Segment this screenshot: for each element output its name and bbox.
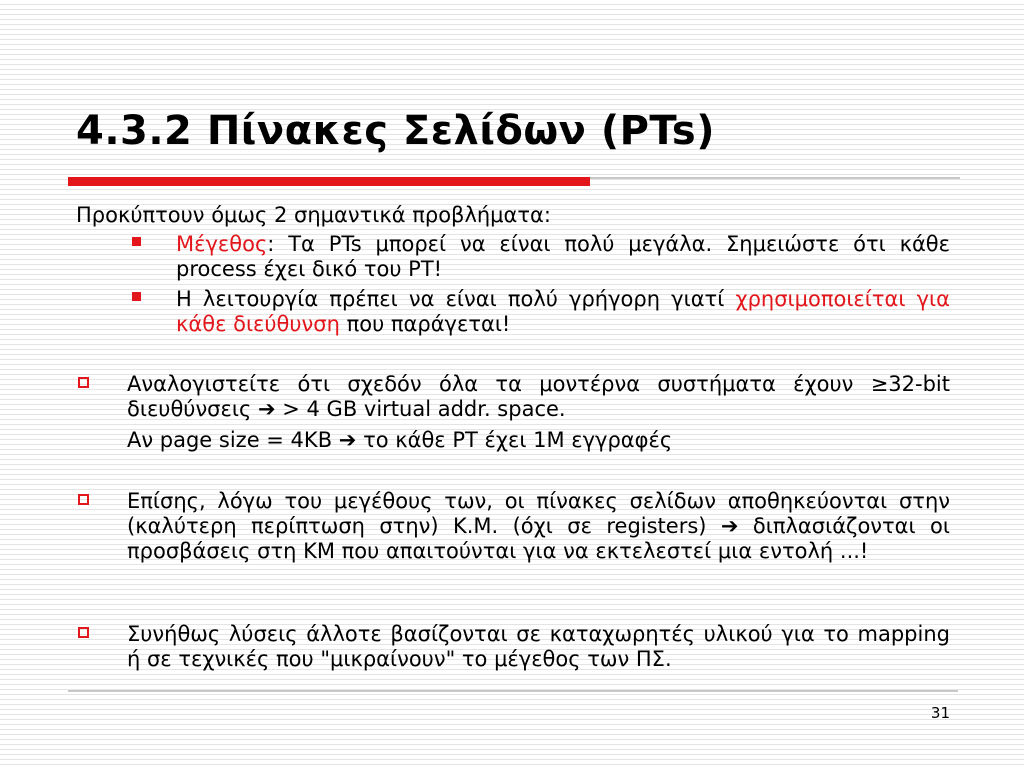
- point-memory-access: [127, 489, 950, 564]
- square-bullet-icon: [132, 292, 141, 301]
- sub-bullet-speed-text-before: Η λειτουργία πρέπει να είναι πολύ γρήγορη γιατί: [176, 287, 736, 311]
- square-bullet-icon: [132, 237, 141, 246]
- page-number: 31: [930, 704, 950, 722]
- hollow-square-bullet-icon: [78, 627, 89, 638]
- point-address-space: [127, 372, 950, 422]
- hollow-square-bullet-icon: [78, 377, 89, 388]
- highlight-size: Μέγεθος: [176, 232, 268, 256]
- point-solutions: Συνήθως λύσεις άλλοτε βασίζονται σε καταχωρητές υλικού για το mapping ή σε τεχνικές που "μικραίνουν" το μέγεθος των ΠΣ.: [127, 622, 950, 671]
- point-address-space-after: > 4 GB virtual addr. space.: [275, 397, 566, 421]
- point-address-space-before: Αναλογιστείτε ότι σχεδόν όλα τα μοντέρνα συστήματα έχουν ≥32-bit διευθύνσεις: [127, 372, 950, 421]
- point-page-size-before: Αν page size = 4KB: [127, 428, 339, 452]
- sub-bullet-size-text: : Τα PTs μπορεί να είναι πολύ μεγάλα. Σημειώστε ότι κάθε process έχει δικό του PT!: [176, 232, 950, 281]
- sub-bullet-speed-text-after: που παράγεται!: [339, 312, 511, 336]
- title-divider-line: [590, 177, 960, 179]
- point-memory-access-after: διπλασιάζονται οι προσβάσεις στη ΚΜ που απαιτούνται για να εκτελεστεί μια εντολή ...!: [127, 514, 950, 563]
- intro-text: Προκύπτουν όμως 2 σημαντικά προβλήματα:: [76, 203, 551, 227]
- point-page-size: [127, 428, 950, 453]
- slide-title: 4.3.2 Πίνακες Σελίδων (PTs): [76, 108, 715, 154]
- sub-bullet-speed: [176, 287, 950, 337]
- footer-divider-line: [68, 690, 958, 692]
- point-memory-access-before: Επίσης, λόγω του μεγέθους των, οι πίνακες σελίδων αποθηκεύονται στην (καλύτερη περίπτωση στην) Κ.Μ. (όχι σε registers): [127, 489, 950, 538]
- right-arrow-icon: ➔: [338, 428, 357, 452]
- right-arrow-icon: ➔: [720, 514, 739, 538]
- hollow-square-bullet-icon: [78, 494, 89, 505]
- title-accent-rule: [68, 177, 590, 186]
- highlight-every-address: χρησιμοποιείται για κάθε διεύθυνση: [176, 287, 950, 336]
- sub-bullet-size: [176, 232, 950, 282]
- point-page-size-after: το κάθε PT έχει 1M εγγραφές: [356, 428, 673, 452]
- right-arrow-icon: ➔: [257, 397, 276, 421]
